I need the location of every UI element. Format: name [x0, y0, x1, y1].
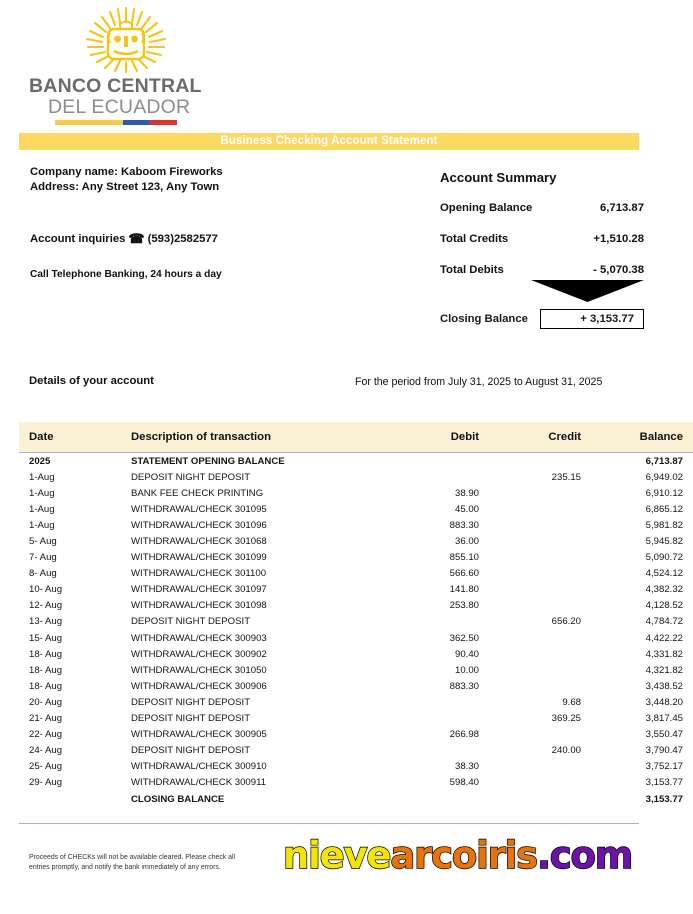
- cell-date: 20- Aug: [29, 696, 63, 708]
- cell-date: 1-Aug: [29, 471, 55, 483]
- cell-debit: 36.00: [454, 536, 479, 548]
- cell-description: WITHDRAWAL/CHECK 301068: [131, 536, 267, 548]
- cell-date: 8- Aug: [29, 568, 57, 580]
- cell-date: 10- Aug: [29, 584, 63, 596]
- cell-debit: [379, 453, 491, 470]
- statement-period: For the period from July 31, 2025 to August 31, 2025: [355, 376, 603, 388]
- cell-credit: [491, 501, 593, 517]
- cell-debit: 855.10: [449, 552, 479, 564]
- summary-label: Total Debits: [440, 264, 504, 276]
- table-header-row: [19, 422, 693, 453]
- cell-credit: [491, 453, 593, 470]
- column-header-balance: Balance: [593, 422, 693, 453]
- cell-balance: 4,784.72: [645, 616, 683, 628]
- cell-date: 25- Aug: [29, 761, 63, 773]
- table-row: [19, 678, 693, 694]
- cell-balance: 4,382.32: [645, 584, 683, 596]
- cell-debit: 38.30: [454, 761, 479, 773]
- table-row: [19, 485, 693, 501]
- cell-debit: 45.00: [454, 503, 479, 515]
- cell-balance: 6,949.02: [645, 471, 683, 483]
- cell-balance: 6,910.12: [645, 487, 683, 499]
- table-row: [19, 743, 693, 759]
- cell-date: 21- Aug: [29, 713, 63, 725]
- cell-debit: 10.00: [454, 664, 479, 676]
- company-name-line: Company name: Kaboom Fireworks: [30, 166, 223, 178]
- table-row: [19, 630, 693, 646]
- cell-description: WITHDRAWAL/CHECK 301100: [131, 568, 267, 580]
- cell-debit: 598.40: [449, 777, 479, 789]
- table-row: [19, 694, 693, 710]
- summary-row-total-credits: [440, 233, 644, 245]
- cell-balance: 3,752.17: [645, 761, 683, 773]
- cell-credit: [491, 662, 593, 678]
- telephone-icon: ☎: [128, 231, 145, 246]
- summary-value: - 5,070.38: [593, 264, 644, 276]
- cell-date: [19, 791, 121, 809]
- cell-credit: [491, 582, 593, 598]
- cell-balance: 4,422.22: [645, 632, 683, 644]
- account-inquiries: [30, 231, 218, 247]
- cell-date: 13- Aug: [29, 616, 63, 628]
- cell-date: 1-Aug: [29, 503, 55, 515]
- cell-date: 1-Aug: [29, 519, 55, 531]
- cell-credit: [491, 646, 593, 662]
- cell-credit: 235.15: [551, 471, 581, 483]
- cell-debit: 141.80: [449, 584, 479, 596]
- cell-debit: [379, 791, 491, 809]
- cell-balance: 3,153.77: [645, 793, 683, 805]
- cell-balance: 5,090.72: [645, 552, 683, 564]
- summary-label: Opening Balance: [440, 202, 533, 214]
- cell-balance: 3,817.45: [645, 713, 683, 725]
- cell-debit: [379, 743, 491, 759]
- table-row: [19, 533, 693, 549]
- cell-credit: [491, 678, 593, 694]
- cell-balance: 6,713.87: [645, 455, 683, 467]
- closing-balance-value: + 3,153.77: [540, 309, 644, 329]
- cell-credit: [491, 566, 593, 582]
- cell-description: WITHDRAWAL/CHECK 300902: [131, 648, 267, 660]
- cell-date: 1-Aug: [29, 487, 55, 499]
- cell-description: DEPOSIT NIGHT DEPOSIT: [131, 616, 251, 628]
- cell-date: 12- Aug: [29, 600, 63, 612]
- summary-row-closing-balance: [440, 309, 644, 329]
- cell-description: STATEMENT OPENING BALANCE: [131, 455, 285, 467]
- cell-credit: [491, 727, 593, 743]
- cell-debit: [379, 469, 491, 485]
- cell-credit: 369.25: [551, 713, 581, 725]
- summary-row-opening-balance: [440, 202, 644, 214]
- cell-debit: 38.90: [454, 487, 479, 499]
- cell-description: WITHDRAWAL/CHECK 300911: [131, 777, 267, 789]
- cell-description: WITHDRAWAL/CHECK 301097: [131, 584, 267, 596]
- cell-description: DEPOSIT NIGHT DEPOSIT: [131, 471, 251, 483]
- telephone-banking-note: Call Telephone Banking, 24 hours a day: [30, 269, 222, 280]
- cell-description: WITHDRAWAL/CHECK 300906: [131, 680, 267, 692]
- site-watermark: [283, 834, 632, 877]
- bank-logo: [29, 6, 329, 125]
- cell-date: 7- Aug: [29, 552, 57, 564]
- account-inquiries-label: Account inquiries: [30, 233, 126, 245]
- cell-balance: 4,331.82: [645, 648, 683, 660]
- cell-credit: 9.68: [562, 696, 581, 708]
- cell-date: 22- Aug: [29, 729, 63, 741]
- table-row: [19, 501, 693, 517]
- cell-date: 18- Aug: [29, 680, 63, 692]
- cell-debit: 883.30: [449, 680, 479, 692]
- cell-date: 24- Aug: [29, 745, 63, 757]
- cell-credit: [491, 533, 593, 549]
- table-bottom-rule: [19, 823, 639, 824]
- table-row: [19, 711, 693, 727]
- table-row: [19, 550, 693, 566]
- cell-description: WITHDRAWAL/CHECK 300910: [131, 761, 267, 773]
- cell-debit: 266.98: [449, 729, 479, 741]
- cell-balance: 3,550.47: [645, 729, 683, 741]
- cell-balance: 3,790.47: [645, 745, 683, 757]
- cell-credit: [491, 485, 593, 501]
- cell-debit: 883.30: [449, 519, 479, 531]
- table-row: [19, 662, 693, 678]
- table-row: [19, 469, 693, 485]
- company-info: [30, 165, 223, 194]
- sun-mask-emblem-icon: [70, 6, 182, 74]
- cell-debit: [379, 614, 491, 630]
- cell-debit: 362.50: [449, 632, 479, 644]
- table-row: [19, 759, 693, 775]
- cell-description: CLOSING BALANCE: [131, 793, 225, 805]
- footer-disclaimer: Proceeds of CHECKs will not be available cleared. Please check all entries promptly, and notify the bank immediately of any errors.: [29, 854, 236, 871]
- cell-description: WITHDRAWAL/CHECK 300905: [131, 729, 267, 741]
- summary-value: 6,713.87: [600, 202, 644, 214]
- cell-balance: 6,865.12: [645, 503, 683, 515]
- table-row: [19, 646, 693, 662]
- cell-description: DEPOSIT NIGHT DEPOSIT: [131, 713, 251, 725]
- watermark-part3: .com: [536, 834, 633, 877]
- cell-credit: 656.20: [551, 616, 581, 628]
- cell-description: DEPOSIT NIGHT DEPOSIT: [131, 696, 251, 708]
- transactions-table: [19, 422, 693, 809]
- table-row: [19, 453, 693, 470]
- cell-debit: [379, 694, 491, 710]
- table-row: [19, 582, 693, 598]
- cell-credit: [491, 759, 593, 775]
- table-row: [19, 614, 693, 630]
- column-header-description: Description of transaction: [121, 422, 379, 453]
- table-row: [19, 566, 693, 582]
- table-row: [19, 727, 693, 743]
- table-row: [19, 775, 693, 791]
- cell-credit: [491, 775, 593, 791]
- table-row: [19, 598, 693, 614]
- account-inquiries-phone: (593)2582577: [147, 233, 218, 245]
- cell-date: 5- Aug: [29, 536, 57, 548]
- column-header-date: Date: [19, 422, 121, 453]
- cell-balance: 4,321.82: [645, 664, 683, 676]
- cell-balance: 5,945.82: [645, 536, 683, 548]
- flag-red-band: [150, 120, 177, 125]
- cell-date: 29- Aug: [29, 777, 63, 789]
- account-summary-title: Account Summary: [440, 170, 557, 185]
- column-header-credit: Credit: [491, 422, 593, 453]
- flag-blue-band: [123, 120, 150, 125]
- cell-credit: [491, 550, 593, 566]
- cell-description: DEPOSIT NIGHT DEPOSIT: [131, 745, 251, 757]
- cell-credit: [491, 630, 593, 646]
- cell-date: 15- Aug: [29, 632, 63, 644]
- company-address-line: Address: Any Street 123, Any Town: [30, 180, 220, 193]
- cell-debit: 90.40: [454, 648, 479, 660]
- summary-row-total-debits: [440, 264, 644, 276]
- summary-value: +1,510.28: [593, 233, 644, 245]
- cell-balance: 3,438.52: [645, 680, 683, 692]
- ecuador-flag-bar: [55, 120, 177, 125]
- account-summary: [440, 170, 644, 325]
- cell-debit: 253.80: [449, 600, 479, 612]
- table-row: [19, 517, 693, 533]
- cell-credit: 240.00: [551, 745, 581, 757]
- cell-description: WITHDRAWAL/CHECK 301098: [131, 600, 267, 612]
- cell-date: 2025: [29, 455, 51, 467]
- cell-description: WITHDRAWAL/CHECK 301050: [131, 664, 267, 676]
- cell-date: 18- Aug: [29, 664, 63, 676]
- statement-title-banner: Business Checking Account Statement: [19, 133, 639, 150]
- watermark-part1: nieve: [283, 834, 391, 877]
- cell-balance: 4,128.52: [645, 600, 683, 612]
- cell-date: 18- Aug: [29, 648, 63, 660]
- flag-yellow-band: [55, 120, 123, 125]
- bank-name-line1: BANCO CENTRAL: [29, 75, 202, 97]
- watermark-part2: arcoiris: [390, 834, 537, 877]
- bank-name-line2: DEL ECUADOR: [48, 95, 191, 118]
- column-header-debit: Debit: [379, 422, 491, 453]
- summary-label: Total Credits: [440, 233, 509, 245]
- cell-debit: [379, 711, 491, 727]
- cell-description: WITHDRAWAL/CHECK 301095: [131, 503, 267, 515]
- transactions-table-body: [19, 453, 693, 809]
- cell-credit: [491, 517, 593, 533]
- cell-balance: 3,448.20: [645, 696, 683, 708]
- table-row: [19, 791, 693, 809]
- cell-credit: [491, 791, 593, 809]
- cell-credit: [491, 598, 593, 614]
- cell-balance: 4,524.12: [645, 568, 683, 580]
- cell-description: WITHDRAWAL/CHECK 301099: [131, 552, 267, 564]
- closing-balance-label: Closing Balance: [440, 313, 528, 325]
- details-heading: Details of your account: [29, 375, 154, 387]
- cell-description: BANK FEE CHECK PRINTING: [131, 487, 264, 499]
- cell-description: WITHDRAWAL/CHECK 301096: [131, 519, 267, 531]
- cell-balance: 3,153.77: [645, 777, 683, 789]
- cell-balance: 5,981.82: [645, 519, 683, 531]
- cell-debit: 566.60: [449, 568, 479, 580]
- down-triangle-icon: [531, 280, 644, 302]
- cell-description: WITHDRAWAL/CHECK 300903: [131, 632, 267, 644]
